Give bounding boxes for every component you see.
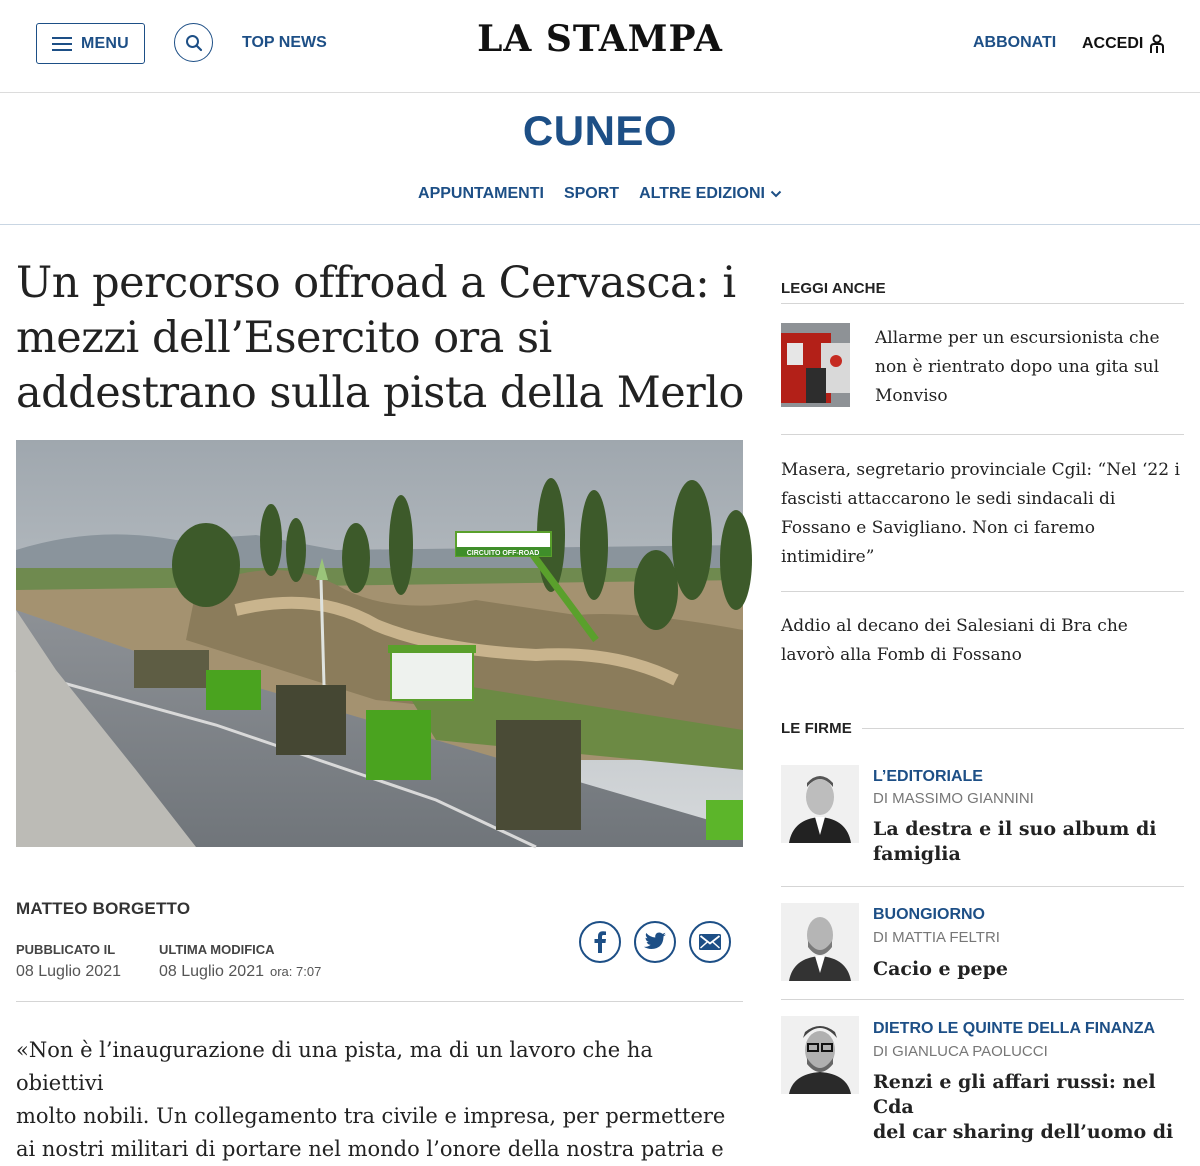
title-line: Renzi e gli affari russi: nel Cda	[873, 1071, 1156, 1118]
section-title[interactable]: CUNEO	[522, 107, 678, 154]
article-hero-image	[16, 440, 743, 847]
title-line: Allarme per un escursionista che	[875, 328, 1160, 348]
firm-author[interactable]: DI MATTIA FELTRI	[873, 929, 1000, 946]
firm-title[interactable]	[873, 1070, 1183, 1145]
firms-divider	[781, 999, 1184, 1000]
title-line: fascisti attaccarono le sedi sindacali di	[781, 489, 1116, 509]
body-line: «Non è l’inaugurazione di una pista, ma di un lavoro che ha obiettivi	[16, 1038, 653, 1095]
nav-altre-edizioni[interactable]	[639, 185, 782, 203]
share-email-button[interactable]	[689, 921, 731, 963]
title-line: non è rientrato dopo una gita sul	[875, 357, 1160, 377]
read-also-heading: LEGGI ANCHE	[781, 280, 886, 297]
body-line: molto nobili. Un collegamento tra civile e impresa, per permettere	[16, 1104, 726, 1128]
firms-heading: LE FIRME	[781, 720, 852, 737]
facebook-icon	[593, 931, 607, 953]
headline-line: addestrano sulla pista della Merlo	[16, 368, 744, 418]
email-icon	[699, 934, 721, 950]
login-label: ACCEDI	[1082, 35, 1144, 52]
article-headline	[16, 256, 746, 421]
section-nav	[0, 185, 1200, 203]
title-line: famiglia	[873, 843, 961, 865]
read-also-thumbnail	[781, 323, 850, 407]
avatar[interactable]	[781, 903, 859, 981]
firm-category[interactable]: L’EDITORIALE	[873, 768, 983, 785]
nav-sport[interactable]	[564, 185, 619, 203]
title-line: lavorò alla Fomb di Fossano	[781, 645, 1022, 665]
chevron-down-icon	[770, 190, 782, 198]
title-line: del car sharing dell’uomo di	[873, 1121, 1174, 1143]
title-line: La destra e il suo album di	[873, 818, 1157, 840]
title-line: intimidire”	[781, 547, 875, 567]
nav-appuntamenti[interactable]	[418, 185, 544, 203]
twitter-icon	[643, 932, 667, 952]
read-also-rule	[781, 434, 1184, 435]
read-also-item[interactable]	[781, 612, 1186, 670]
firm-category[interactable]: DIETRO LE QUINTE DELLA FINANZA	[873, 1020, 1156, 1037]
modified-date-value: 08 Luglio 2021	[159, 963, 264, 980]
columnist-portrait	[781, 1016, 859, 1094]
top-header	[0, 0, 1200, 93]
read-also-rule	[781, 591, 1184, 592]
article-divider	[16, 1001, 743, 1002]
avatar[interactable]	[781, 1016, 859, 1094]
share-facebook-button[interactable]	[579, 921, 621, 963]
firm-category[interactable]: BUONGIORNO	[873, 906, 985, 923]
offroad-track-photo	[16, 440, 743, 847]
user-icon	[1149, 34, 1165, 54]
firms-rule	[862, 728, 1184, 729]
site-logo[interactable]: LA STAMPA	[477, 18, 723, 60]
firm-author[interactable]: DI GIANLUCA PAOLUCCI	[873, 1043, 1048, 1060]
published-label: PUBBLICATO IL	[16, 942, 116, 957]
headline-line: mezzi dell’Esercito ora si	[16, 313, 552, 363]
nav-label: APPUNTAMENTI	[418, 185, 544, 202]
article-body	[16, 1034, 743, 1166]
title-line: Cacio e pepe	[873, 958, 1008, 980]
share-twitter-button[interactable]	[634, 921, 676, 963]
section-header	[0, 93, 1200, 225]
top-news-link[interactable]: TOP NEWS	[242, 34, 327, 51]
nav-label: SPORT	[563, 185, 620, 202]
firm-title[interactable]	[873, 817, 1183, 867]
avatar[interactable]	[781, 765, 859, 843]
firms-divider	[781, 886, 1184, 887]
author-name[interactable]: MATTEO BORGETTO	[16, 899, 191, 918]
modified-label: ULTIMA MODIFICA	[159, 942, 275, 957]
read-also-rule	[781, 303, 1184, 304]
published-date: 08 Luglio 2021	[16, 963, 121, 980]
read-also-title	[875, 324, 1185, 411]
rescue-vehicle-photo	[781, 323, 850, 407]
firm-title[interactable]	[873, 957, 1183, 982]
modified-date	[159, 963, 321, 981]
subscribe-link[interactable]: ABBONATI	[973, 34, 1057, 51]
body-line: ai nostri militari di portare nel mondo l’onore della nostra patria e	[16, 1137, 724, 1161]
login-button[interactable]	[1082, 34, 1165, 54]
nav-label: ALTRE EDIZIONI	[639, 185, 765, 202]
read-also-item[interactable]	[781, 456, 1186, 572]
modified-time: ora: 7:07	[269, 964, 322, 979]
headline-line: Un percorso offroad a Cervasca: i	[16, 258, 736, 308]
title-line: Addio al decano dei Salesiani di Bra che	[781, 616, 1128, 636]
columnist-portrait	[781, 765, 859, 843]
columnist-portrait	[781, 903, 859, 981]
title-line: Fossano e Savigliano. Non ci faremo	[781, 518, 1095, 538]
menu-label: MENU	[81, 34, 129, 52]
firm-author[interactable]: DI MASSIMO GIANNINI	[873, 790, 1034, 807]
title-line: Masera, segretario provinciale Cgil: “Nel ‘22 i	[781, 460, 1180, 480]
track-sign-label: CIRCUITO OFF-ROAD	[466, 550, 540, 557]
title-line: Monviso	[875, 386, 948, 406]
